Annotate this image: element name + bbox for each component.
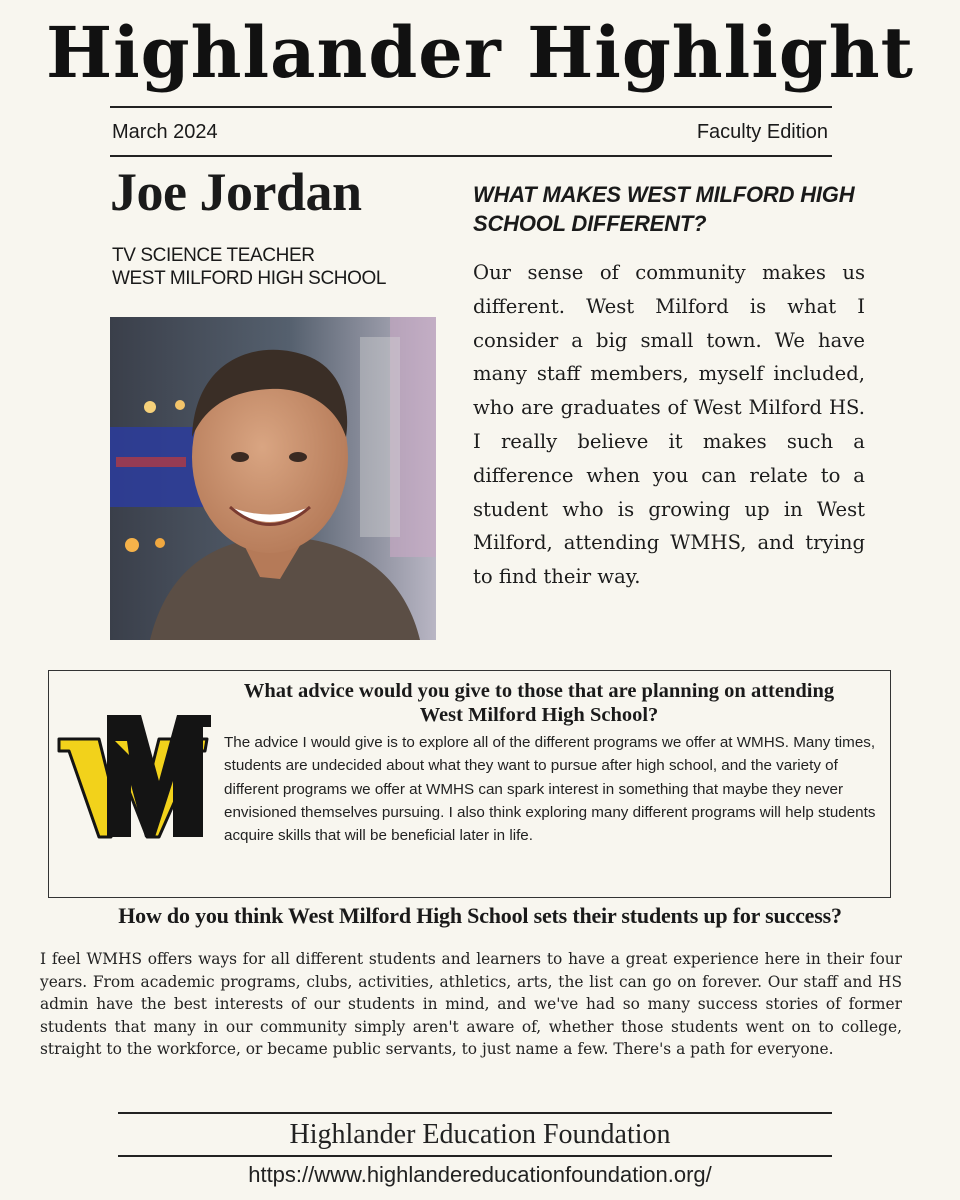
teacher-name: Joe Jordan: [110, 162, 362, 222]
question-what-makes-different: WHAT MAKES WEST MILFORD HIGH SCHOOL DIFFERENT?: [473, 182, 855, 236]
edition-date: March 2024: [112, 121, 218, 143]
foundation-name: Highlander Education Foundation: [289, 1119, 671, 1150]
teacher-title: [112, 244, 386, 290]
foundation-url[interactable]: https://www.highlandereducationfoundation.org/: [248, 1162, 712, 1187]
question-success: How do you think West Milford High School sets their students up for success?: [118, 903, 842, 928]
teacher-title-school: WEST MILFORD HIGH SCHOOL: [112, 268, 387, 289]
answer-what-makes-different: Our sense of community makes us different. West Milford is what I consider a big small town. We have many staff members, myself included, who are graduates of West Milford HS. I really believe it makes such a difference when you can relate to a student who is growing up in West Milford, attending WMHS, and trying to find their way.: [473, 261, 865, 589]
question-advice: What advice would you give to those that are planning on attending West Milford High School?: [243, 680, 835, 726]
footer-rule-bottom: [118, 1155, 832, 1157]
teacher-photo: [110, 317, 436, 640]
answer-success: I feel WMHS offers ways for all different students and learners to have a great experience here in their four years. From academic programs, clubs, activities, athletics, arts, the list can go on forever. Our staff and HS admin have the best interests of our students in mind, and we've had so many success stories of former students that many in our community simply aren't aware of, whether those students went on to college, straight to the workforce, or became public servants, to just name a few. There's a path for everyone.: [40, 950, 902, 1058]
masthead-title: Highlander Highlight: [45, 11, 915, 94]
masthead-rule: [110, 106, 832, 108]
answer-advice: The advice I would give is to explore all of the different programs we offer at WMHS. Many times, students are undecided about what they want to pursue after high school, and the variety of different programs we offer at WMHS can spark interest in something that maybe they never envisioned themselves pursuing. I also think exploring many different programs will help students acquire skills that will be beneficial later in life.: [224, 734, 876, 845]
advice-box: [48, 670, 891, 898]
footer-rule: [118, 1112, 832, 1114]
edition-rule: [110, 155, 832, 157]
teacher-title-role: TV SCIENCE TEACHER: [112, 245, 315, 266]
edition-name: Faculty Edition: [696, 121, 828, 143]
wm-logo-icon: [55, 711, 215, 861]
